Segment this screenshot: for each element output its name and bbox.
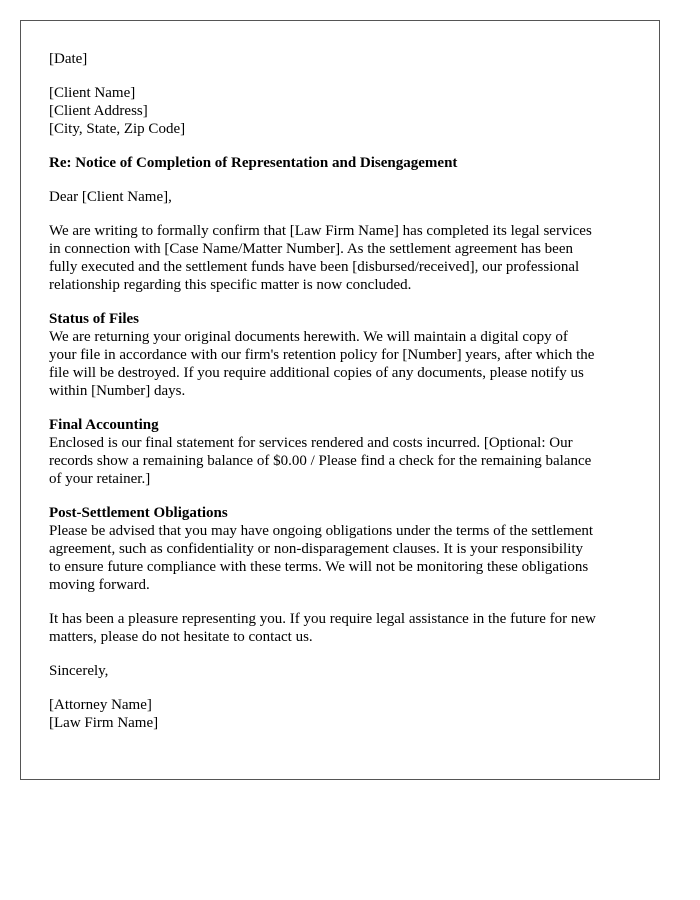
section-line: to ensure future compliance with these terms. We will not be monitoring these obligations [49,559,589,575]
section-line: Please be advised that you may have ongoing obligations under the terms of the settlement [49,523,594,539]
section-line: records show a remaining balance of $0.00 / Please find a check for the remaining balance [49,453,592,469]
section-status-of-files [49,310,631,400]
section-line: moving forward. [49,577,150,593]
section-final-accounting [49,416,631,488]
section-line: We are returning your original documents herewith. We will maintain a digital copy of [49,329,568,345]
section-line: Enclosed is our final statement for services rendered and costs incurred. [Optional: Our [49,435,573,451]
section-post-settlement-obligations [49,504,631,594]
signature-block [49,696,631,732]
recipient-city-state-zip: [City, State, Zip Code] [49,121,186,137]
closing-line: matters, please do not hesitate to contact us. [49,629,313,645]
recipient-block [49,84,631,138]
attorney-name: [Attorney Name] [49,697,152,713]
signoff: Sincerely, [49,663,109,679]
section-line: your file in accordance with our firm's retention policy for [Number] years, after which the [49,347,595,363]
intro-line: fully executed and the settlement funds have been [disbursed/received], our professional [49,259,580,275]
section-heading: Final Accounting [49,417,159,433]
salutation: Dear [Client Name], [49,189,172,205]
letter-page [20,20,660,780]
section-line: agreement, such as confidentiality or non-disparagement clauses. It is your responsibility [49,541,584,557]
intro-line: relationship regarding this specific matter is now concluded. [49,277,412,293]
section-line: of your retainer.] [49,471,151,487]
intro-line: We are writing to formally confirm that [Law Firm Name] has completed its legal services [49,223,592,239]
letter-subject: Re: Notice of Completion of Representation and Disengagement [49,155,458,171]
section-heading: Post-Settlement Obligations [49,505,228,521]
letter-date: [Date] [49,51,88,67]
intro-paragraph [49,222,631,294]
recipient-name: [Client Name] [49,85,136,101]
firm-name: [Law Firm Name] [49,715,159,731]
closing-paragraph [49,610,631,646]
intro-line: in connection with [Case Name/Matter Number]. As the settlement agreement has been [49,241,573,257]
closing-line: It has been a pleasure representing you. If you require legal assistance in the future for new [49,611,596,627]
section-line: within [Number] days. [49,383,186,399]
recipient-address: [Client Address] [49,103,148,119]
section-line: file will be destroyed. If you require additional copies of any documents, please notify us [49,365,584,381]
section-heading: Status of Files [49,311,139,327]
